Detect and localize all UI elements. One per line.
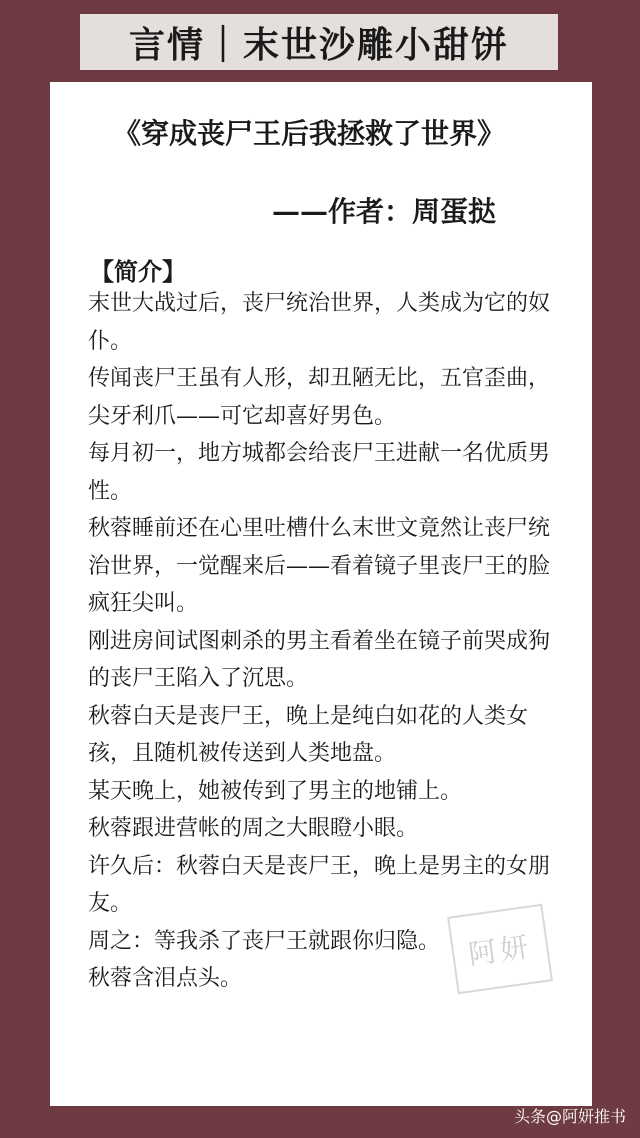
synopsis-heading: 【简介】 (90, 258, 186, 286)
synopsis-body (88, 285, 570, 998)
author-line: ——作者：周蛋挞 (272, 195, 497, 228)
header-banner (80, 14, 558, 70)
footer-credit: 头条@阿妍推书 (513, 1107, 626, 1126)
synopsis-paragraph: 刚进房间试图刺杀的男主看着坐在镜子前哭成狗的丧尸王陷入了沉思。 (88, 628, 551, 691)
synopsis-paragraph: 周之：等我杀了丧尸王就跟你归隐。 (88, 928, 441, 954)
synopsis-paragraph: 每月初一，地方城都会给丧尸王进献一名优质男性。 (88, 441, 551, 504)
content-card (50, 82, 592, 1106)
synopsis-paragraph: 秋蓉白天是丧尸王，晚上是纯白如花的人类女孩，且随机被传送到人类地盘。 (88, 703, 529, 766)
synopsis-paragraph: 某天晚上，她被传到了男主的地铺上。 (88, 778, 463, 804)
synopsis-paragraph: 传闻丧尸王虽有人形，却丑陋无比，五官歪曲，尖牙利爪——可它却喜好男色。 (88, 366, 551, 429)
header-title: 言情｜末世沙雕小甜饼 (128, 24, 509, 66)
book-title: 《穿成丧尸王后我拯救了世界》 (113, 117, 506, 150)
synopsis-paragraph: 秋蓉跟进营帐的周之大眼瞪小眼。 (88, 816, 419, 841)
synopsis-paragraph: 末世大战过后，丧尸统治世界，人类成为它的奴仆。 (88, 291, 551, 354)
synopsis-paragraph: 许久后：秋蓉白天是丧尸王，晚上是男主的女朋友。 (88, 853, 551, 916)
synopsis-paragraph: 秋蓉睡前还在心里吐槽什么末世文竟然让丧尸统治世界，一觉醒来后——看着镜子里丧尸王的脸疯狂尖叫。 (88, 516, 551, 616)
watermark-stamp: 阿妍 (447, 904, 553, 995)
synopsis-paragraph: 秋蓉含泪点头。 (88, 966, 243, 991)
